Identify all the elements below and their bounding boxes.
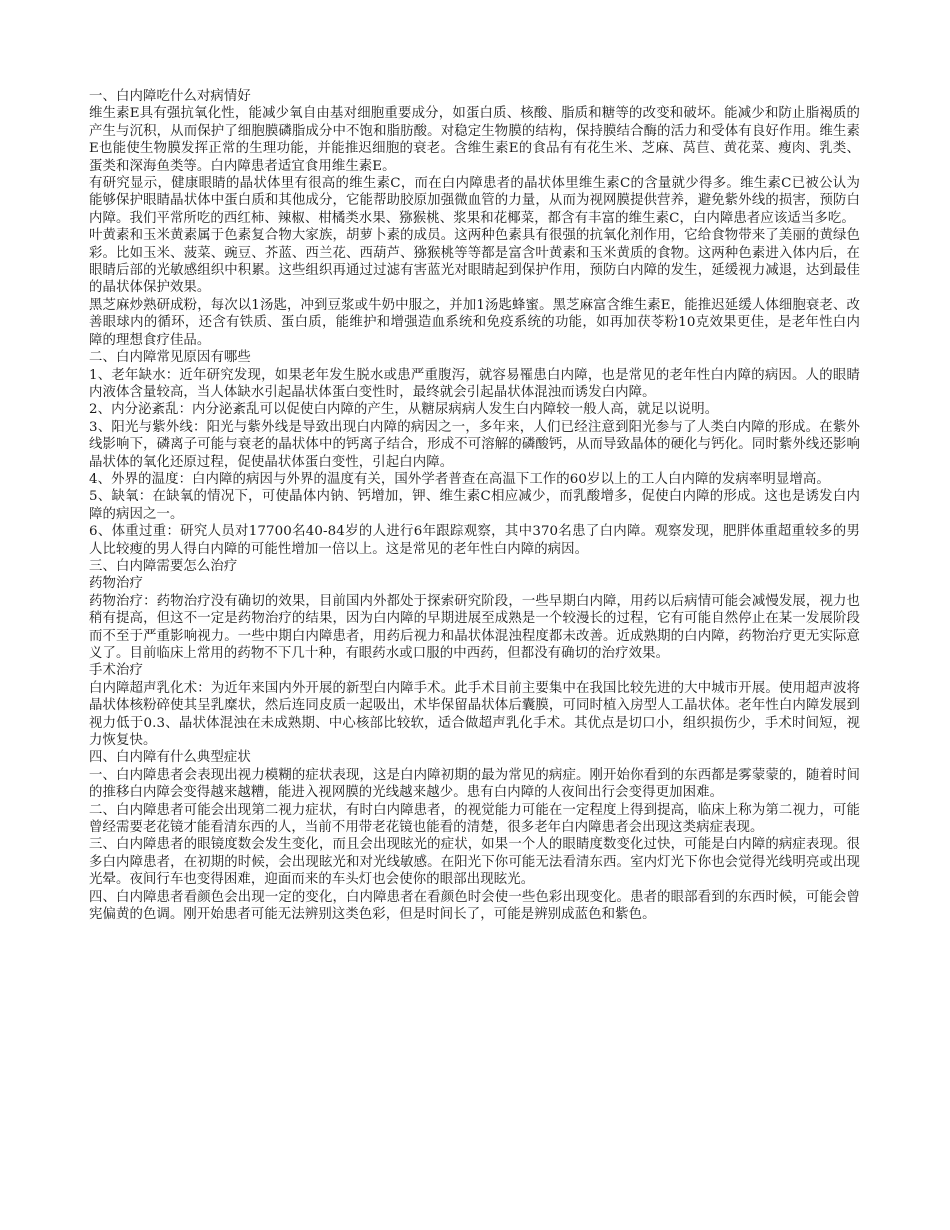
paragraph: 有研究显示，健康眼睛的晶状体里有很高的维生素C，而在白内障患者的晶状体里维生素C的含量就少得多。维生素C已被公认为能够保护眼睛晶状体中蛋白质和其他成分，它能帮助胶原加强微血管的力量，从而为视网膜提供营养，避免紫外线的损害，预防白内障。我们平常所吃的西红柿、辣椒、柑橘类水果、猕猴桃、浆果和花椰菜，都含有丰富的维生素C，白内障患者应该适当多吃。 [89,176,860,226]
subheading-drug-therapy: 药物治疗 [89,576,143,592]
paragraph: 2、内分泌紊乱：内分泌紊乱可以促使白内障的产生，从糖尿病病人发生白内障较一般人高，就足以说明。 [89,402,719,418]
paragraph: 四、白内障患者看颜色会出现一定的变化，白内障患者在看颜色时会使一些色彩出现变化。患者的眼部看到的东西时候，可能会曾宪偏黄的色调。刚开始患者可能无法辨别这类色彩，但是时间长了，可能是辨别成蓝色和紫色。 [89,889,860,923]
paragraph: 黑芝麻炒熟研成粉，每次以1汤匙，冲到豆浆或牛奶中服之，并加1汤匙蜂蜜。黑芝麻富含维生素E，能推迟延缓人体细胞衰老、改善眼球内的循环，还含有铁质、蛋白质，能维护和增强造血系统和免疫系统的功能，如再加茯苓粉10克效果更佳，是老年性白内障的理想食疗佳品。 [89,297,860,348]
paragraph: 二、白内障患者可能会出现第二视力症状，有时白内障患者，的视觉能力可能在一定程度上得到提高，临床上称为第二视力，可能曾经需要老花镜才能看清东西的人，当前不用带老花镜也能看的清楚，很多老年白内障患者会出现这类病症表现。 [89,802,860,836]
section-symptoms [89,749,860,923]
paragraph: 3、阳光与紫外线：阳光与紫外线是导致出现白内障的病因之一，多年来，人们已经注意到阳光参与了人类白内障的形成。在紫外线影响下，磷离子可能与衰老的晶状体中的钙离子结合，形成不可溶解的磷酸钙，从而导致晶体的硬化与钙化。同时紫外线还影响晶状体的氧化还原过程，促使晶状体蛋白变性，引起白内障。 [89,419,860,470]
paragraph: 叶黄素和玉米黄素属于色素复合物大家族，胡萝卜素的成员。这两种色素具有很强的抗氧化剂作用，它给食物带来了美丽的黄绿色彩。比如玉米、菠菜、豌豆、芥蓝、西兰花、西葫芦、猕猴桃等等都是富含叶黄素和玉米黄质的食物。这两种色素进入体内后，在眼睛后部的光敏感组织中积累。这些组织再通过过滤有害蓝光对眼睛起到保护作用，预防白内障的发生，延缓视力减退，达到最佳的晶状体保护效果。 [89,228,860,296]
section-heading: 三、白内障需要怎么治疗 [89,558,238,574]
paragraph: 4、外界的温度：白内障的病因与外界的温度有关，国外学者普查在高温下工作的60岁以上的工人白内障的发病率明显增高。 [89,471,830,487]
paragraph: 6、体重过重：研究人员对17700名40-84岁的人进行6年跟踪观察，其中370名患了白内障。观察发现，肥胖体重超重较多的男人比较瘦的男人得白内障的可能性增加一倍以上。这是常见的老年性白内障的病因。 [89,524,860,557]
paragraph: 药物治疗：药物治疗没有确切的效果，目前国内外都处于探索研究阶段，一些早期白内障，用药以后病情可能会减慢发展，视力也稍有提高，但这不一定是药物治疗的结果，因为白内障的早期进展至成熟是一个较漫长的过程，它有可能自然停止在某一发展阶段而不至于严重影响视力。一些中期白内障患者，用药后视力和晶状体混浊程度都未改善。近成熟期的白内障，药物治疗更无实际意义了。目前临床上常用的药物不下几十种，有眼药水或口服的中西药，但都没有确切的治疗效果。 [89,593,860,661]
paragraph: 维生素E具有强抗氧化性，能减少氧自由基对细胞重要成分，如蛋白质、核酸、脂质和糖等的改变和破坏。能减少和防止脂褐质的产生与沉积，从而保护了细胞膜磷脂成分中不饱和脂肪酸。对稳定生物膜的结构，保持膜结合酶的活力和受体有良好作用。维生素E也能使生物膜发挥正常的生理功能，并能推迟细胞的衰老。含维生素E的食品有有花生米、芝麻、莴苣、黄花菜、瘦肉、乳类、蛋类和深海鱼类等。白内障患者适宜食用维生素E。 [89,106,860,174]
paragraph: 白内障超声乳化术：为近年来国内外开展的新型白内障手术。此手术目前主要集中在我国比较先进的大中城市开展。使用超声波将晶状体核粉碎使其呈乳糜状，然后连同皮质一起吸出，术毕保留晶状体后囊膜，可同时植入房型人工晶状体。老年性白内障发展到视力低于0.3、晶状体混浊在未成熟期、中心核部比较软，适合做超声乳化手术。其优点是切口小，组织损伤少，手术时间短，视力恢复快。 [89,680,860,749]
paragraph: 三、白内障患者的眼镜度数会发生变化，而且会出现眩光的症状，如果一个人的眼睛度数变化过快，可能是白内障的病症表现。很多白内障患者，在初期的时候，会出现眩光和对光线敏感。在阳光下你可能无法看清东西。室内灯光下你也会觉得光线明亮或出现光晕。夜间行车也变得困难，迎面而来的车头灯也会使你的眼部出现眩光。 [89,837,860,888]
section-heading: 四、白内障有什么典型症状 [89,750,251,766]
section-diet [89,88,860,349]
paragraph: 5、缺氧：在缺氧的情况下，可使晶体内钠、钙增加，钾、维生素C相应减少，而乳酸增多，促使白内障的形成。这也是诱发白内障的病因之一。 [89,489,860,522]
paragraph: 一、白内障患者会表现出视力模糊的症状表现，这是白内障初期的最为常见的病症。刚开始你看到的东西都是雾蒙蒙的，随着时间的推移白内障会变得越来越糟，能进入视网膜的光线越来越少。患有白内障的人夜间出行会变得更加困难。 [89,767,860,801]
section-heading: 二、白内障常见原因有哪些 [89,350,251,366]
subheading-surgery: 手术治疗 [89,663,143,679]
paragraph: 1、老年缺水：近年研究发现，如果老年发生脱水或患严重腹泻，就容易罹患白内障，也是常见的老年性白内障的病因。人的眼睛内液体含量较高，当人体缺水引起晶状体蛋白变性时，最终就会引起晶状体混浊而诱发白内障。 [89,367,860,400]
section-treatment [89,558,860,749]
section-causes [89,349,860,558]
section-heading: 一、白内障吃什么对病情好 [89,89,251,104]
